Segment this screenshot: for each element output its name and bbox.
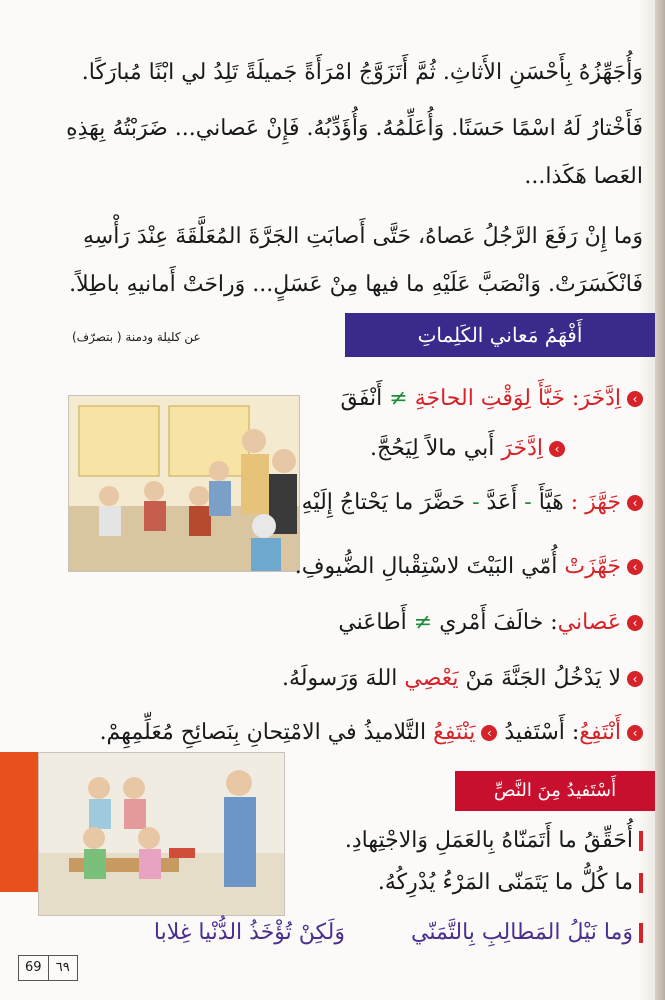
vocab-row-2 <box>302 488 643 518</box>
not-equal-symbol: ≠ <box>413 610 433 635</box>
dash: - <box>472 490 480 515</box>
benefit-text: أُحَقِّقُ ما أَتَمَنّاهُ بِالعَمَلِ وَالاجْتِهادِ. <box>344 828 633 853</box>
bullet-icon: › <box>627 615 643 631</box>
example-text: أَبي مالاً لِيَحُجَّ. <box>370 436 495 461</box>
example-text: أُمّي البَيْتَ لاسْتِقْبالِ الضُّيوفِ. <box>294 554 558 579</box>
red-bar-marker <box>639 873 643 893</box>
synonym-3: حَضَّرَ ما يَحْتاجُ إِلَيْهِ <box>301 490 466 515</box>
vocab-row-1 <box>341 384 643 414</box>
vocab-example-2 <box>295 552 643 582</box>
bullet-icon: › <box>627 391 643 407</box>
benefit-line-1 <box>345 826 643 856</box>
example-text: التَّلاميذُ في الامْتِحانِ بِنَصائِحِ مُعَلِّمِهِمْ. <box>99 720 427 745</box>
vocab-word: جَهَّزَ <box>585 490 621 515</box>
colon: : <box>570 490 579 515</box>
story-line-5: فَانْكَسَرَتْ. وَانْصَبَّ عَلَيْهِ ما فيها مِنْ عَسَلٍ... وَراحَتْ أَمانيهِ باطِلاً. <box>69 272 643 297</box>
bullet-icon: › <box>627 725 643 741</box>
verse-part-a: وَما نَيْلُ المَطالِبِ بِالتَّمَنّي <box>411 920 633 945</box>
page-number-arabic: ٦٩ <box>55 960 70 975</box>
teacher-students-illustration <box>38 752 285 916</box>
vocab-word: عَصاني <box>557 610 621 635</box>
classroom-illustration <box>68 395 300 572</box>
orange-side-strip <box>0 752 38 892</box>
section-header-vocabulary: أَفْهَمُ مَعاني الكَلِماتِ <box>345 313 655 357</box>
example-word: جَهَّزَتْ <box>564 554 621 579</box>
book-spine <box>655 0 665 1000</box>
bullet-icon: › <box>481 725 497 741</box>
example-word: يَعْصِي <box>404 666 459 691</box>
bullet-icon: › <box>627 671 643 687</box>
vocab-antonym: أَطاعَني <box>338 610 407 635</box>
vocab-word: اِدَّخَرَ <box>579 386 621 411</box>
section-header-benefit: أَسْتَفيدُ مِنَ النَّصِّ <box>455 771 655 811</box>
dash: - <box>524 490 532 515</box>
synonym-2: أَعَدَّ <box>486 490 518 515</box>
vocab-row-4 <box>100 718 643 748</box>
vocab-definition: : خالَفَ أَمْري <box>439 610 558 635</box>
story-line-1: وَأُجَهِّزُهُ بِأَحْسَنِ الأَثاثِ. ثُمَّ أَتَزَوَّجُ امْرَأَةً جَميلَةً تَلِدُ لي ابْنًا مُبارَكًا. <box>81 60 643 85</box>
red-bar-marker <box>639 831 643 851</box>
bullet-icon: › <box>549 441 565 457</box>
benefit-line-2 <box>378 868 643 898</box>
vocab-antonym: أَنْفَقَ <box>340 386 383 411</box>
vocab-row-3 <box>338 608 643 638</box>
example-word: يَنْتَفِعُ <box>433 720 476 745</box>
story-line-3: العَصا هَكَذا... <box>524 164 643 189</box>
teacher-students-drawing <box>39 753 284 915</box>
red-bar-marker <box>639 923 643 943</box>
example-text-before: لا يَدْخُلُ الجَنَّةَ مَنْ <box>465 666 621 691</box>
vocab-example-3 <box>282 664 643 694</box>
vocab-example-1 <box>370 434 565 464</box>
verse-first-hemistich <box>411 918 643 948</box>
bullet-icon: › <box>627 559 643 575</box>
vocab-definition: : أَسْتَفيدُ <box>504 720 580 745</box>
source-citation: عن كليلة ودمنة ( بتصرّف) <box>72 330 201 344</box>
page-number <box>18 955 78 981</box>
benefit-text: ما كُلُّ ما يَتَمَنّى المَرْءُ يُدْرِكُهُ. <box>377 870 633 895</box>
page-number-latin: 69 <box>19 956 49 980</box>
story-line-2: فَأَخْتارُ لَهُ اسْمًا حَسَنًا. وَأُعَلِّمُهُ. وَأُؤَدِّبُهُ. فَإِنْ عَصاني... ضَرَبْتُهُ بِهَذِهِ <box>66 116 643 141</box>
not-equal-symbol: ≠ <box>389 386 408 411</box>
story-line-4: وَما إِنْ رَفَعَ الرَّجُلُ عَصاهُ، حَتَّى أَصابَتِ الجَرَّةَ المُعَلَّقَةَ عِنْدَ رَأْسِهِ <box>82 224 643 249</box>
example-text-after: اللهَ وَرَسولَهُ. <box>281 666 398 691</box>
bullet-icon: › <box>627 495 643 511</box>
example-word: اِدَّخَرَ <box>501 436 543 461</box>
synonym-1: هَيَّأَ <box>538 490 564 515</box>
verse-second-hemistich: وَلَكِنْ تُؤْخَذُ الدُّنْيا غِلابا <box>153 920 345 945</box>
classroom-drawing <box>69 396 299 571</box>
vocab-definition: : خَبَّأَ لِوَقْتِ الحاجَةِ <box>414 386 580 411</box>
vocab-word: أَنْتَفِعُ <box>579 720 621 745</box>
